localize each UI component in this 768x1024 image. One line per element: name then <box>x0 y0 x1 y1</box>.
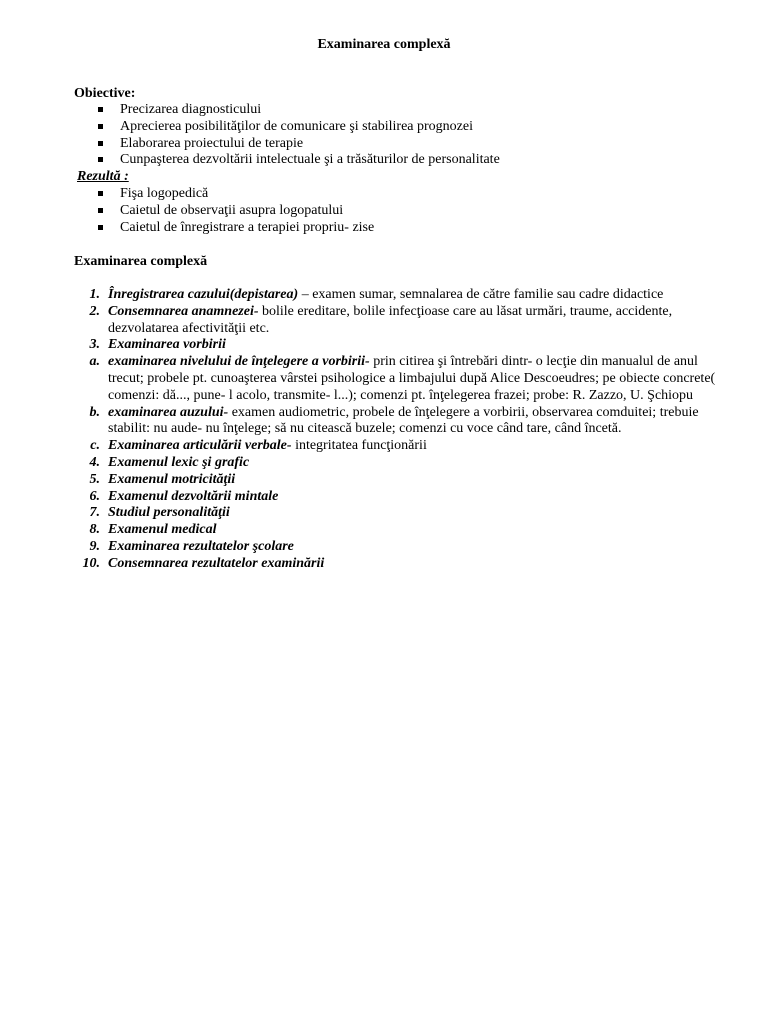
exam-item: 6. Examenul dezvoltării mintale <box>89 488 279 504</box>
bullet-square-icon <box>98 208 103 213</box>
list-item: Elaborarea proiectului de terapie <box>74 136 500 153</box>
list-item: Caietul de înregistrare a terapiei propriu- zise <box>74 220 374 237</box>
section-title: Examinarea complexă <box>74 254 208 269</box>
list-item: Fişa logopedică <box>74 186 374 203</box>
list-item: Caietul de observaţii asupra logopatului <box>74 203 374 220</box>
exam-item: 10. Consemnarea rezultatelor examinării <box>82 555 325 571</box>
list-item: Aprecierea posibilităţilor de comunicare şi stabilirea prognozei <box>74 119 500 136</box>
exam-item: b. examinarea auzului- examen audiometric, probele de înţelegere a vorbirii, observarea comduitei; trebuie stabilit: nu aude- nu înţelege; să nu citească buzele; comenzi cu voce când tare, când încetă. <box>89 404 699 437</box>
exam-item: a. examinarea nivelului de înţelegere a vorbirii- prin citirea şi întrebări dintr- o lecţie din manualul de anul trecut; probele pt. cunoaşterea vârstei psihologice a limbajului după Alice Descoeudres; pe obiecte concrete( comenzi: dă..., pune- l acolo, transmite- l...); comenzi pt. înţelegerea frazei; probe: R. Zazzo, U. Şchiopu <box>89 354 716 403</box>
exam-item: c. Examinarea articulării verbale- integritatea funcţionării <box>90 438 427 454</box>
results-list <box>74 186 374 236</box>
bullet-square-icon <box>98 124 103 129</box>
document-title: Examinarea complexă <box>317 37 451 52</box>
exam-item: 9. Examinarea rezultatelor şcolare <box>89 538 294 554</box>
exam-item: 3. Examinarea vorbirii <box>89 337 226 353</box>
bullet-square-icon <box>98 225 103 230</box>
exam-item: 8. Examenul medical <box>89 522 217 538</box>
objectives-heading: Obiective: <box>74 86 136 101</box>
list-item: Cunpaşterea dezvoltării intelectuale şi a trăsăturilor de personalitate <box>74 152 500 169</box>
exam-item: 7. Studiul personalităţii <box>89 505 230 521</box>
exam-item: 2. Consemnarea anamnezei- bolile ereditare, bolile infecţioase care au lăsat urmări, traume, accidente, dezvolatarea afectivităţii etc. <box>89 303 673 336</box>
bullet-square-icon <box>98 157 103 162</box>
bullet-square-icon <box>98 191 103 196</box>
results-heading: Rezultă : <box>77 169 129 184</box>
objectives-list <box>74 102 500 169</box>
exam-item: 1. Înregistrarea cazului(depistarea) – examen sumar, semnalarea de către familie sau cadre didactice <box>89 287 664 302</box>
exam-item: 4. Examenul lexic şi grafic <box>89 454 250 470</box>
bullet-square-icon <box>98 107 103 112</box>
bullet-square-icon <box>98 141 103 146</box>
list-item: Precizarea diagnosticului <box>74 102 500 119</box>
exam-list <box>74 287 734 573</box>
exam-item: 5. Examenul motricităţii <box>89 471 236 487</box>
